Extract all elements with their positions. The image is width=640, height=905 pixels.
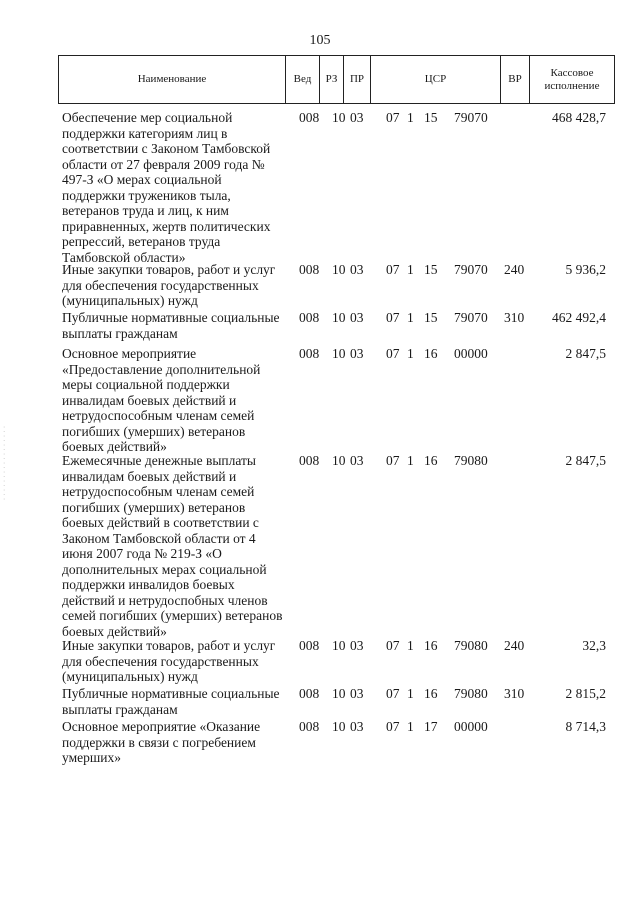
row-pr: 03 [350, 686, 364, 701]
row-rz: 10 [332, 110, 346, 125]
row-amount: 468 428,7 [552, 110, 606, 125]
row-vr: 310 [504, 310, 525, 325]
row-csr-event: 15 [424, 310, 438, 325]
header-rz: РЗ [319, 56, 343, 103]
row-csr-event: 15 [424, 110, 438, 125]
header-vr: ВР [500, 56, 529, 103]
row-csr-event: 17 [424, 719, 438, 734]
row-csr-direction: 79070 [454, 110, 488, 125]
row-csr-event: 16 [424, 686, 438, 701]
row-pr: 03 [350, 638, 364, 653]
row-name: Основное мероприятие «Предоставление дополнительной меры социальной поддержки инвалидам боевых действий и нетрудоспособным членам семей погибших (умерших) ветеранов боевых действий» [62, 346, 261, 454]
row-pr: 03 [350, 719, 364, 734]
row-ved: 008 [299, 638, 320, 653]
row-csr-direction: 79080 [454, 686, 488, 701]
row-csr-program: 07 [386, 453, 400, 468]
header-ved: Вед [285, 56, 319, 103]
row-vr: 240 [504, 638, 525, 653]
row-csr-program: 07 [386, 110, 400, 125]
row-pr: 03 [350, 310, 364, 325]
header-csr: ЦСР [370, 56, 500, 103]
row-csr-event: 16 [424, 346, 438, 361]
row-rz: 10 [332, 262, 346, 277]
row-rz: 10 [332, 453, 346, 468]
row-csr-program: 07 [386, 719, 400, 734]
row-name: Ежемесячные денежные выплаты инвалидам боевых действий и нетрудоспособным членам семей погибших (умерших) ветеранов боевых действий в соответствии с Законом Тамбовской области от 4 июня 2007 года № 219-З «О дополнительных мерах социальной поддержки инвалидов боевых действий и нетрудоспобных членов семей погибших (умерших) ветеранов боевых действий» [62, 453, 283, 639]
page-number: 105 [309, 33, 331, 48]
row-pr: 03 [350, 453, 364, 468]
row-rz: 10 [332, 310, 346, 325]
row-csr-direction: 79070 [454, 310, 488, 325]
row-amount: 8 714,3 [565, 719, 606, 734]
row-amount: 2 815,2 [565, 686, 606, 701]
margin-stamp: · · · · · · · · · · · · · · · · · [2, 425, 8, 500]
row-rz: 10 [332, 638, 346, 653]
row-name: Публичные нормативные социальные выплаты гражданам [62, 686, 280, 717]
row-pr: 03 [350, 110, 364, 125]
row-csr-direction: 00000 [454, 346, 488, 361]
row-name: Иные закупки товаров, работ и услуг для обеспечения государственных (муниципальных) нужд [62, 262, 276, 308]
header-amount: Кассовое исполнение [529, 56, 615, 103]
row-csr-program: 07 [386, 638, 400, 653]
row-csr-direction: 00000 [454, 719, 488, 734]
row-amount: 2 847,5 [565, 453, 606, 468]
row-csr-event: 15 [424, 262, 438, 277]
row-csr-subprogram: 1 [407, 310, 414, 325]
row-csr-subprogram: 1 [407, 719, 414, 734]
row-vr: 310 [504, 686, 525, 701]
row-csr-direction: 79080 [454, 453, 488, 468]
row-ved: 008 [299, 453, 320, 468]
row-csr-direction: 79080 [454, 638, 488, 653]
row-pr: 03 [350, 262, 364, 277]
row-rz: 10 [332, 686, 346, 701]
row-csr-subprogram: 1 [407, 686, 414, 701]
row-csr-subprogram: 1 [407, 638, 414, 653]
row-ved: 008 [299, 262, 320, 277]
row-ved: 008 [299, 310, 320, 325]
row-csr-program: 07 [386, 310, 400, 325]
row-name: Основное мероприятие «Оказание поддержки в связи с погребением умерших» [62, 719, 261, 765]
row-name: Обеспечение мер социальной поддержки категориям лиц в соответствии с Законом Тамбовской области от 27 февраля 2009 года № 497-З «О мерах социальной поддержки тружеников тыла, ветеранов труда и лиц, к ним приравненных, жертв политических репрессий, ветеранов труда Тамбовской области» [62, 110, 271, 265]
row-ved: 008 [299, 110, 320, 125]
row-amount: 5 936,2 [565, 262, 606, 277]
row-csr-program: 07 [386, 262, 400, 277]
row-amount: 462 492,4 [552, 310, 606, 325]
table-header [58, 55, 615, 104]
row-name: Публичные нормативные социальные выплаты гражданам [62, 310, 280, 341]
row-csr-subprogram: 1 [407, 110, 414, 125]
row-ved: 008 [299, 719, 320, 734]
row-csr-event: 16 [424, 453, 438, 468]
row-name: Иные закупки товаров, работ и услуг для обеспечения государственных (муниципальных) нужд [62, 638, 276, 684]
header-pr: ПР [343, 56, 370, 103]
row-csr-program: 07 [386, 346, 400, 361]
row-csr-event: 16 [424, 638, 438, 653]
row-csr-subprogram: 1 [407, 262, 414, 277]
row-csr-direction: 79070 [454, 262, 488, 277]
row-ved: 008 [299, 346, 320, 361]
row-csr-subprogram: 1 [407, 346, 414, 361]
header-name: Наименование [58, 56, 285, 103]
row-rz: 10 [332, 346, 346, 361]
row-csr-program: 07 [386, 686, 400, 701]
row-ved: 008 [299, 686, 320, 701]
row-csr-subprogram: 1 [407, 453, 414, 468]
row-amount: 32,3 [582, 638, 606, 653]
row-vr: 240 [504, 262, 525, 277]
row-pr: 03 [350, 346, 364, 361]
row-rz: 10 [332, 719, 346, 734]
row-amount: 2 847,5 [565, 346, 606, 361]
